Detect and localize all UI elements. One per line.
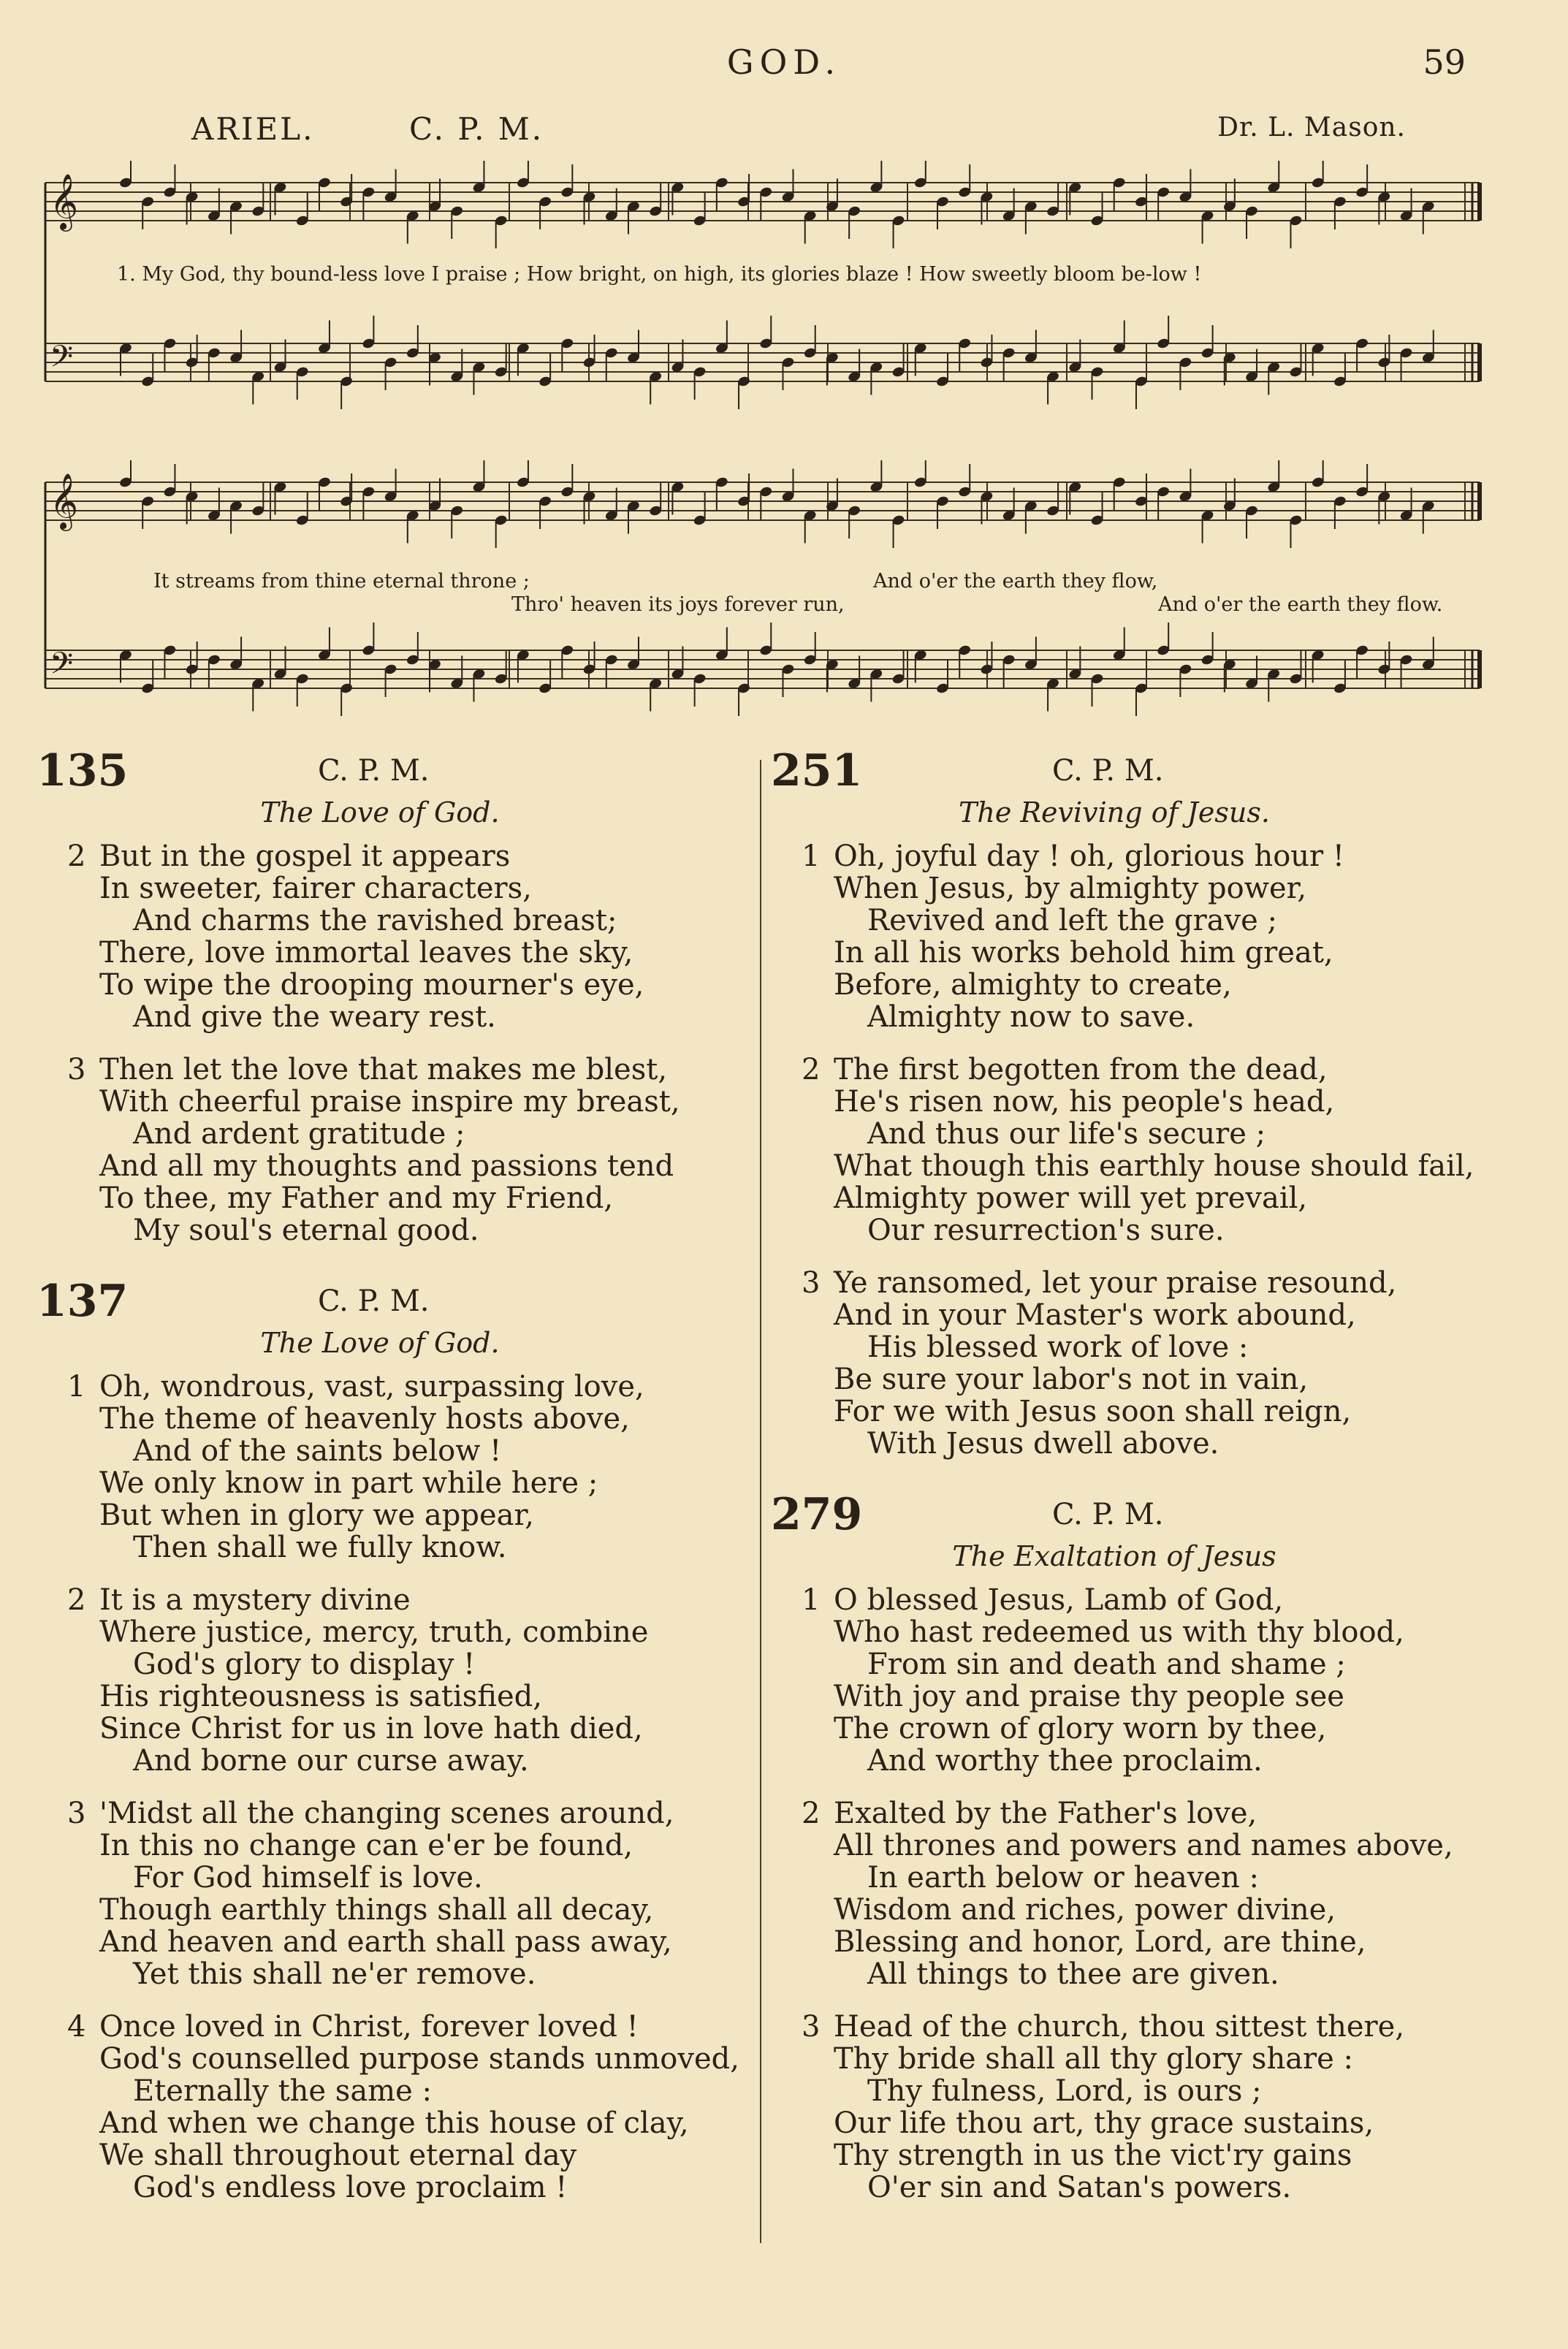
- stanza-line: [29, 1054, 731, 1086]
- line-text: Thy bride shall all thy glory share :: [834, 2042, 1354, 2076]
- line-text: What though this earthly house should fail,: [834, 1149, 1474, 1183]
- stanza-line: [29, 1214, 731, 1246]
- stanza-line: [29, 1435, 731, 1467]
- stanza-line: [764, 2171, 1465, 2204]
- stanza-line: [764, 1299, 1465, 1331]
- stanza: [29, 2010, 739, 2204]
- stanza-line: [764, 1894, 1465, 1926]
- line-text: To wipe the drooping mourner's eye,: [99, 968, 644, 1002]
- hymn-meter: C. P. M.: [1052, 754, 1164, 788]
- stanza-line: [764, 2075, 1465, 2107]
- stanza-line: [764, 969, 1465, 1001]
- stanza-line: [29, 1531, 731, 1564]
- stanza-line: [29, 1958, 731, 1990]
- stanza: [764, 1267, 1465, 1460]
- stanza: [764, 1797, 1465, 1990]
- treble-clef-icon: 𝄞: [50, 473, 79, 529]
- line-text: With joy and praise thy people see: [834, 1680, 1344, 1713]
- hymn-number: 279: [771, 1489, 863, 1540]
- hymn-title: The Exaltation of Jesus: [952, 1540, 1276, 1572]
- line-text: But in the gospel it appears: [99, 840, 511, 873]
- stanza-line: [29, 840, 731, 872]
- stanza: [764, 2011, 1465, 2204]
- line-text: Once loved in Christ, forever loved !: [99, 2010, 639, 2044]
- lyric-line-2b: Thro' heaven its joys forever run,: [511, 593, 845, 616]
- stanza-line: [764, 1001, 1465, 1033]
- verse-number: 3: [802, 2010, 821, 2044]
- line-text: Revived and left the grave ;: [867, 904, 1278, 937]
- stanza-line: [29, 872, 731, 905]
- stanza-line: [29, 1616, 731, 1648]
- line-text: And heaven and earth shall pass away,: [99, 1925, 672, 1959]
- stanza-line: [764, 2011, 1465, 2043]
- stanza-line: [29, 2042, 739, 2076]
- hymn-header: [29, 745, 731, 796]
- hymn-title: The Reviving of Jesus.: [959, 796, 1270, 829]
- stanza-line: [764, 2139, 1465, 2171]
- line-text: Oh, wondrous, vast, surpassing love,: [99, 1370, 644, 1404]
- stanza-line: [764, 840, 1465, 872]
- stanza-line: [764, 1267, 1465, 1299]
- stanza-line: [764, 1926, 1465, 1958]
- stanza-line: [29, 1086, 731, 1118]
- line-text: Eternally the same :: [133, 2074, 432, 2108]
- line-text: To thee, my Father and my Friend,: [99, 1181, 614, 1215]
- line-text: In all his works behold him great,: [834, 936, 1333, 970]
- verse-number: 4: [67, 2010, 86, 2044]
- page-number: 59: [1423, 42, 1466, 82]
- stanza-line: [29, 1001, 731, 1033]
- music-notation-1: [29, 161, 1491, 416]
- stanza-line: [29, 1648, 731, 1680]
- line-text: When Jesus, by almighty power,: [834, 872, 1307, 905]
- stanza-line: [764, 1396, 1465, 1428]
- stanza-line: [29, 1894, 731, 1926]
- stanza-line: [764, 1958, 1465, 1990]
- verse-number: 3: [67, 1797, 86, 1830]
- stanza-line: [29, 1467, 731, 1499]
- line-text: Almighty power will yet prevail,: [834, 1181, 1308, 1215]
- stanza-line: [29, 2139, 731, 2171]
- line-text: O blessed Jesus, Lamb of God,: [834, 1583, 1284, 1617]
- stanza-line: [29, 1713, 731, 1745]
- stanza-line: [29, 2171, 731, 2204]
- line-text: In earth below or heaven :: [867, 1861, 1259, 1895]
- line-text: In sweeter, fairer characters,: [99, 872, 532, 905]
- stanza-line: [29, 1680, 731, 1713]
- line-text: The first begotten from the dead,: [834, 1053, 1328, 1086]
- line-text: All things to thee are given.: [867, 1957, 1279, 1991]
- stanza-line: [764, 1086, 1465, 1118]
- stanza-line: [764, 1214, 1465, 1246]
- stanza-line: [764, 1428, 1465, 1460]
- stanza-line: [29, 937, 731, 969]
- tune-header: [0, 111, 1568, 152]
- hymn-header: [29, 1276, 731, 1327]
- line-text: He's risen now, his people's head,: [834, 1085, 1335, 1119]
- line-text: And when we change this house of clay,: [99, 2106, 689, 2140]
- stanza-line: [764, 2043, 1465, 2075]
- hymn-header: [764, 1489, 1465, 1540]
- tune-name: ARIEL.: [191, 111, 315, 147]
- line-text: His blessed work of love :: [867, 1330, 1249, 1364]
- stanza-line: [764, 1584, 1465, 1616]
- verse-number: 2: [67, 1583, 86, 1617]
- line-text: And worthy thee proclaim.: [867, 1744, 1263, 1778]
- line-text: It is a mystery divine: [99, 1583, 411, 1617]
- stanza-line: [764, 1331, 1465, 1363]
- stanza-line: [764, 2107, 1465, 2139]
- stanza-line: [29, 1926, 731, 1958]
- verse-number: 1: [802, 1583, 821, 1617]
- line-text: And ardent gratitude ;: [133, 1117, 465, 1151]
- line-text: And all my thoughts and passions tend: [99, 1149, 674, 1183]
- verse-number: 1: [67, 1370, 86, 1404]
- stanza-line: [764, 1862, 1465, 1894]
- stanza: [29, 1371, 731, 1564]
- line-text: Though earthly things shall all decay,: [99, 1893, 654, 1927]
- lyric-line-2a: It streams from thine eternal throne ;: [153, 570, 530, 593]
- line-text: Before, almighty to create,: [834, 968, 1232, 1002]
- line-text: Blessing and honor, Lord, are thine,: [834, 1925, 1366, 1959]
- line-text: Exalted by the Father's love,: [834, 1797, 1257, 1830]
- stanza-line: [764, 1363, 1465, 1396]
- line-text: For God himself is love.: [133, 1861, 483, 1895]
- verse-number: 3: [802, 1266, 821, 1300]
- line-text: And give the weary rest.: [133, 1000, 496, 1034]
- line-text: And of the saints below !: [133, 1434, 502, 1468]
- line-text: His righteousness is satisfied,: [99, 1680, 542, 1713]
- line-text: We shall throughout eternal day: [99, 2139, 577, 2172]
- stanza-line: [29, 1182, 731, 1214]
- stanza-line: [764, 1745, 1465, 1777]
- lyric-line-2c: And o'er the earth they flow,: [873, 570, 1158, 593]
- line-text: Where justice, mercy, truth, combine: [99, 1615, 649, 1649]
- stanza-line: [29, 1797, 731, 1830]
- stanza-line: [764, 1149, 1474, 1183]
- stanza: [764, 1053, 1474, 1247]
- line-text: Ye ransomed, let your praise resound,: [834, 1266, 1397, 1300]
- line-text: Then shall we fully know.: [133, 1531, 507, 1564]
- line-text: Almighty now to save.: [867, 1000, 1195, 1034]
- stanza-line: [29, 905, 731, 937]
- line-text: God's counselled purpose stands unmoved,: [99, 2042, 739, 2076]
- line-text: Our resurrection's sure.: [867, 1214, 1225, 1247]
- line-text: Oh, joyful day ! oh, glorious hour !: [834, 840, 1344, 873]
- line-text: The theme of heavenly hosts above,: [99, 1402, 630, 1436]
- stanza-line: [29, 2075, 731, 2107]
- stanza-line: [764, 1830, 1465, 1862]
- running-title: GOD.: [726, 42, 842, 82]
- line-text: But when in glory we appear,: [99, 1499, 534, 1532]
- stanza-line: [29, 1150, 731, 1182]
- line-text: There, love immortal leaves the sky,: [99, 936, 633, 970]
- hymn-number: 137: [37, 1276, 129, 1327]
- stanza-line: [764, 1118, 1465, 1150]
- hymn-251: [764, 745, 1474, 1461]
- stanza: [29, 1054, 731, 1246]
- hymn-title: The Love of God.: [260, 796, 500, 829]
- left-column: [29, 745, 739, 2224]
- stanza-line: [29, 969, 731, 1001]
- line-text: We only know in part while here ;: [99, 1466, 598, 1500]
- stanza-line: [764, 1680, 1465, 1713]
- line-text: For we with Jesus soon shall reign,: [834, 1395, 1352, 1428]
- line-text: Wisdom and riches, power divine,: [834, 1893, 1336, 1927]
- music-system-2: [29, 460, 1491, 723]
- stanza-line: [764, 1616, 1465, 1648]
- tune-meter: C. P. M.: [409, 111, 544, 147]
- verse-number: 2: [802, 1053, 821, 1086]
- line-text: From sin and death and shame ;: [867, 1648, 1346, 1681]
- stanza-line: [29, 1371, 731, 1403]
- line-text: 'Midst all the changing scenes around,: [99, 1797, 674, 1830]
- stanza-line: [764, 937, 1465, 969]
- line-text: Who hast redeemed us with thy blood,: [834, 1615, 1404, 1649]
- hymn-meter: C. P. M.: [318, 754, 430, 788]
- hymn-header: [764, 745, 1465, 796]
- bass-clef-icon: 𝄢: [50, 339, 74, 381]
- stanza-line: [764, 1797, 1465, 1830]
- hymn-135: [29, 745, 731, 1246]
- line-text: In this no change can e'er be found,: [99, 1829, 633, 1862]
- stanza-line: [29, 1584, 731, 1616]
- line-text: Thy strength in us the vict'ry gains: [834, 2139, 1352, 2172]
- line-text: Thy fulness, Lord, is ours ;: [867, 2074, 1262, 2108]
- line-text: And borne our curse away.: [133, 1744, 529, 1778]
- hymn-title: The Love of God.: [260, 1327, 500, 1359]
- stanza-line: [29, 1118, 731, 1150]
- bass-clef-icon: 𝄢: [50, 646, 74, 688]
- verse-number: 3: [67, 1053, 86, 1086]
- treble-clef-icon: 𝄞: [50, 173, 79, 229]
- line-text: And in your Master's work abound,: [834, 1298, 1356, 1332]
- stanza: [764, 840, 1465, 1033]
- stanza-line: [764, 872, 1465, 905]
- lyric-line-2d: And o'er the earth they flow.: [1158, 593, 1443, 616]
- line-text: My soul's eternal good.: [133, 1214, 479, 1247]
- column-divider: [760, 760, 761, 2243]
- line-text: And thus our life's secure ;: [867, 1117, 1266, 1151]
- line-text: Since Christ for us in love hath died,: [99, 1712, 643, 1745]
- stanza-line: [29, 1403, 731, 1435]
- line-text: And charms the ravished breast;: [133, 904, 617, 937]
- stanza: [29, 1797, 731, 1990]
- hymn-279: [764, 1489, 1465, 2204]
- stanza-line: [764, 1713, 1465, 1745]
- verse-number: 2: [802, 1797, 821, 1830]
- stanza: [29, 840, 731, 1033]
- verse-number: 2: [67, 840, 86, 873]
- stanza-line: [764, 1648, 1465, 1680]
- stanza-line: [29, 1830, 731, 1862]
- lyric-line-1: 1. My God, thy bound-less love I praise ; How bright, on high, its glories blaze ! How sweetly bloom be-low !: [117, 263, 1202, 286]
- line-text: With cheerful praise inspire my breast,: [99, 1085, 680, 1119]
- stanza-line: [764, 1182, 1465, 1214]
- stanza-line: [764, 905, 1465, 937]
- stanza: [764, 1584, 1465, 1777]
- line-text: Head of the church, thou sittest there,: [834, 2010, 1405, 2044]
- hymn-meter: C. P. M.: [318, 1284, 430, 1318]
- line-text: Our life thou art, thy grace sustains,: [834, 2106, 1374, 2140]
- line-text: The crown of glory worn by thee,: [834, 1712, 1327, 1745]
- hymn-137: [29, 1276, 739, 2204]
- stanza-line: [29, 2107, 731, 2139]
- line-text: Then let the love that makes me blest,: [99, 1053, 668, 1086]
- line-text: Yet this shall ne'er remove.: [133, 1957, 536, 1991]
- stanza-line: [29, 1499, 731, 1531]
- line-text: All thrones and powers and names above,: [834, 1829, 1453, 1862]
- verse-number: 1: [802, 840, 821, 873]
- line-text: God's endless love proclaim !: [133, 2171, 568, 2204]
- stanza: [29, 1584, 731, 1777]
- line-text: With Jesus dwell above.: [867, 1427, 1219, 1461]
- page-header: [0, 42, 1568, 86]
- right-column: [764, 745, 1474, 2224]
- composer: Dr. L. Mason.: [1217, 113, 1406, 142]
- hymn-meter: C. P. M.: [1052, 1498, 1164, 1531]
- line-text: God's glory to display !: [133, 1648, 476, 1681]
- hymn-number: 251: [771, 745, 863, 796]
- line-text: O'er sin and Satan's powers.: [867, 2171, 1292, 2204]
- stanza-line: [29, 1862, 731, 1894]
- stanza-line: [29, 2011, 731, 2043]
- stanza-line: [29, 1745, 731, 1777]
- music-system-1: [29, 161, 1491, 416]
- stanza-line: [764, 1054, 1465, 1086]
- line-text: Be sure your labor's not in vain,: [834, 1363, 1309, 1396]
- hymn-number: 135: [37, 745, 129, 796]
